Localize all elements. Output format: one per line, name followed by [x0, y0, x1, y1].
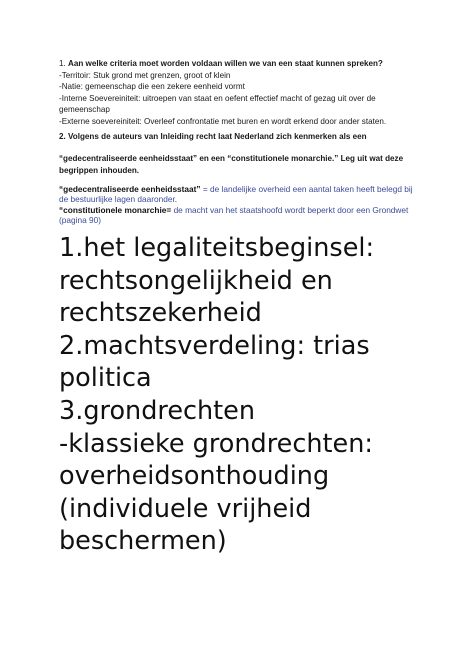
- large-line-individuele-vrijheid: (individuele vrijheid: [59, 493, 312, 524]
- question-1-block: [59, 58, 439, 128]
- large-line-legaliteitsbeginsel: 1.het legaliteitsbeginsel:: [59, 233, 375, 263]
- definition-text-eenheidsstaat-b: de bestuurlijke lagen daaronder: [59, 194, 175, 205]
- definitions-block: [59, 184, 444, 226]
- definition-term-monarchie: “constitutionele monarchie=: [59, 204, 172, 215]
- definition-term-eenheidsstaat: “gedecentraliseerde eenheidsstaat”: [59, 184, 201, 194]
- definition-eenheidsstaat: [59, 184, 444, 194]
- large-line-klassieke-grondrechten: -klassieke grondrechten:: [59, 428, 373, 459]
- answer-line-interne-soevereiniteit-cont: gemeenschap: [59, 105, 110, 115]
- large-line-politica: politica: [59, 363, 152, 394]
- definition-text-monarchie: de macht van het staatshoofd wordt beperkt door een Grondwet: [171, 204, 409, 215]
- large-text-answer: [59, 232, 459, 558]
- answer-line-territoir: -Territoir: Stuk grond met grenzen, groot of klein: [59, 70, 231, 80]
- question-2-quote-line-2: begrippen inhouden.: [59, 165, 140, 175]
- question-1-text: Aan welke criteria moet worden voldaan willen we van een staat kunnen spreken?: [68, 59, 383, 68]
- definition-page-reference: (pagina 90): [59, 215, 101, 226]
- large-line-overheidsonthouding: overheidsonthouding: [59, 461, 330, 492]
- question-2-title: 2. Volgens de auteurs van Inleiding recht laat Nederland zich kenmerken als een: [59, 132, 367, 141]
- large-line-rechtsongelijkheid: rechtsongelijkheid en: [59, 265, 333, 296]
- large-line-grondrechten: 3.grondrechten: [59, 395, 256, 426]
- question-2-quote-line-1: “gedecentraliseerde eenheidsstaat” en een “constitutionele monarchie.” Leg uit wat deze: [59, 154, 404, 163]
- answer-line-natie: -Natie: gemeenschap die een zekere eenheid vormt: [59, 82, 245, 92]
- large-line-machtsverdeling: 2.machtsverdeling: trias: [59, 330, 370, 361]
- definition-monarchie: [59, 205, 444, 215]
- definition-text-eenheidsstaat-a: = de landelijke overheid een aantal taken heeft belegd bij: [200, 184, 413, 194]
- question-2-quote: [59, 153, 439, 176]
- answer-line-externe-soevereiniteit: -Externe soevereiniteit: Overleef confrontatie met buren en wordt erkend door ander staten.: [59, 116, 387, 126]
- question-1-number: 1.: [59, 59, 66, 68]
- question-1-heading: [59, 58, 439, 70]
- large-line-rechtszekerheid: rechtszekerheid: [59, 298, 262, 329]
- answer-line-interne-soevereiniteit: -Interne Soevereiniteit: uitroepen van staat en oefent effectief macht of gezag uit over de: [59, 93, 376, 103]
- definition-eenheidsstaat-cont: [59, 194, 444, 204]
- large-line-beschermen: beschermen): [59, 526, 227, 557]
- definition-period: .: [174, 194, 178, 205]
